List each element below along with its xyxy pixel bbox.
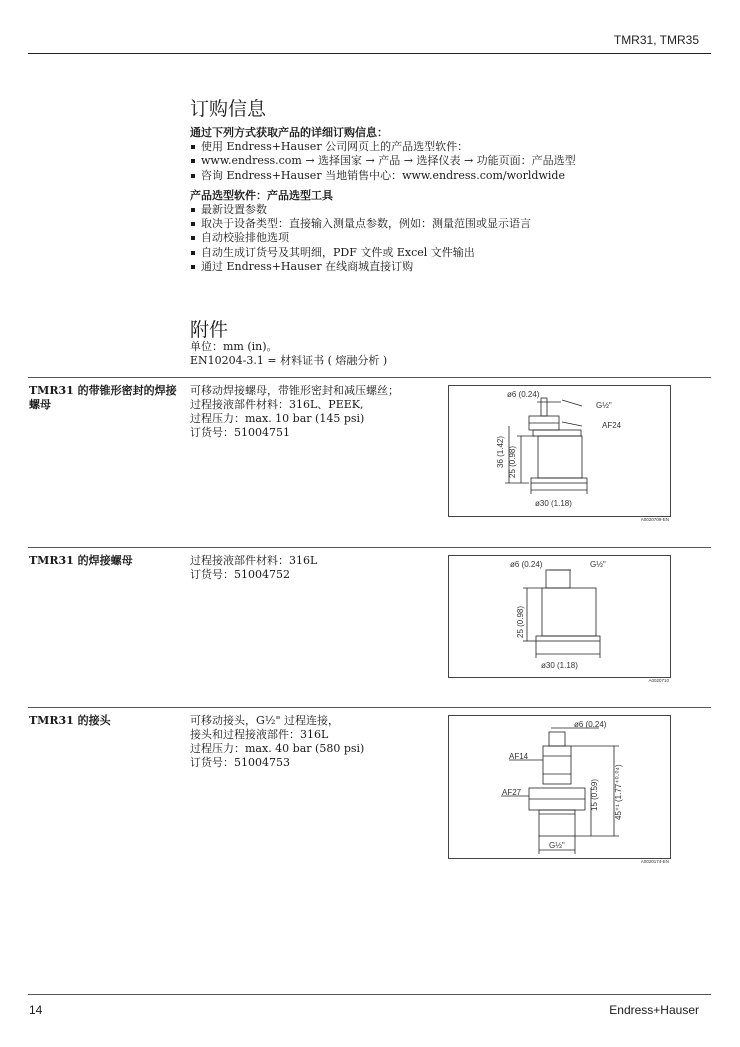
h25-label: 25 (0.98) — [508, 445, 517, 478]
h45-label: 45⁺¹ (1.77⁺⁰·⁰⁴) — [614, 764, 623, 820]
footer-rule — [28, 994, 711, 995]
h25-label: 25 (0.98) — [516, 605, 525, 638]
item-description — [190, 384, 399, 440]
item-title: TMR31 的焊接螺母 — [29, 554, 133, 567]
item-line: 接头和过程接液部件：316L — [190, 728, 329, 741]
item-line: 过程接液部件材料：316L、PEEK, — [190, 398, 364, 411]
coupling-diagram — [448, 715, 671, 859]
ordering-path-text: www.endress.com → 选择国家 → 产品 → 选择仪表 → 功能页面：产品选型 — [201, 154, 576, 168]
ordering-path — [190, 154, 690, 168]
item-line: 订货号：51004753 — [190, 756, 290, 769]
shaft-shape — [549, 732, 565, 746]
af27-label: AF27 — [502, 788, 522, 797]
brand-name: Endress+Hauser — [609, 1003, 699, 1017]
af14-label: AF14 — [509, 752, 529, 761]
h15-label: 15 (0.59) — [590, 778, 599, 811]
ordering-bullet: 使用 Endress+Hauser 公司网页上的产品选型软件： — [190, 140, 690, 154]
item-line: 订货号：51004752 — [190, 568, 290, 581]
dia30-label: ø30 (1.18) — [535, 499, 572, 508]
item-title: TMR31 的带锥形密封的焊接螺母 — [29, 384, 177, 411]
diagram-code: A0020710 — [648, 678, 669, 683]
shaft-shape — [541, 398, 547, 416]
coupling-drawing — [449, 716, 670, 858]
weld-nut-cone-drawing — [449, 386, 670, 516]
dia30-label: ø30 (1.18) — [541, 661, 578, 670]
item-title: TMR31 的接头 — [29, 714, 111, 727]
af-label: AF24 — [602, 421, 622, 430]
ordering-section — [190, 126, 690, 274]
item-line: 订货号：51004751 — [190, 426, 290, 439]
item-rule — [28, 377, 711, 378]
weld-body-shape — [538, 436, 582, 478]
configurator-bullet: 自动校验排他选项 — [190, 231, 690, 245]
dia6-label: ø6 (0.24) — [510, 560, 543, 569]
h36-label: 36 (1.42) — [496, 435, 505, 468]
dia6-label: ø6 (0.24) — [574, 720, 607, 729]
item-rule — [28, 547, 711, 548]
weld-body-shape — [542, 588, 596, 636]
configurator-bullet: 取决于设备类型：直接输入测量点参数，例如：测量范围或显示语言 — [190, 217, 690, 231]
diagram-code: A0020174-EN — [640, 859, 669, 864]
page-number: 14 — [29, 1003, 43, 1017]
accessories-unit: 单位：mm (in)。 — [190, 340, 278, 353]
item-rule — [28, 707, 711, 708]
item-description — [190, 714, 364, 770]
configurator-title: 产品选型软件：产品选型工具 — [190, 188, 333, 202]
item-line: 可移动焊接螺母，带锥形密封和减压螺丝； — [190, 384, 399, 397]
thread-label: G½" — [549, 841, 565, 850]
header-rule — [28, 53, 711, 54]
hex-af14-shape — [543, 746, 571, 784]
configurator-bullet: 最新设置参数 — [190, 203, 690, 217]
thread-label: G½" — [596, 401, 612, 410]
thread-label: G½" — [590, 560, 606, 569]
configurator-bullet-list — [190, 203, 690, 274]
item-line: 过程接液部件材料：316L — [190, 554, 318, 567]
item-line: 过程压力：max. 40 bar (580 psi) — [190, 742, 365, 755]
ordering-bullet: 咨询 Endress+Hauser 当地销售中心：www.endress.com/worldwide — [190, 169, 690, 183]
item-line: 过程压力：max. 10 bar (145 psi) — [190, 412, 365, 425]
item-description — [190, 554, 317, 582]
flange-shape — [531, 478, 587, 483]
weld-nut-cone-diagram — [448, 385, 671, 517]
weld-nut-drawing — [449, 556, 670, 677]
flange-shape — [536, 636, 600, 641]
ordering-bullet-list — [190, 140, 690, 183]
accessories-title: 附件 — [190, 319, 229, 341]
dia6-label: ø6 (0.24) — [507, 390, 540, 399]
diagram-code: A0020709-EN — [640, 517, 669, 522]
item-line: 可移动接头，G½" 过程连接， — [190, 714, 340, 727]
configurator-bullet: 通过 Endress+Hauser 在线商城直接订购 — [190, 260, 690, 274]
thread-shape — [546, 570, 570, 588]
weld-nut-diagram — [448, 555, 671, 678]
ordering-intro: 通过下列方式获取产品的详细订购信息： — [190, 126, 388, 139]
configurator-bullet: 自动生成订货号及其明细，PDF 文件或 Excel 文件输出 — [190, 246, 690, 260]
header-product: TMR31, TMR35 — [613, 33, 699, 47]
ordering-title: 订购信息 — [190, 98, 267, 120]
accessories-cert: EN10204-3.1 = 材料证书 ( 熔融分析 ) — [190, 354, 388, 367]
